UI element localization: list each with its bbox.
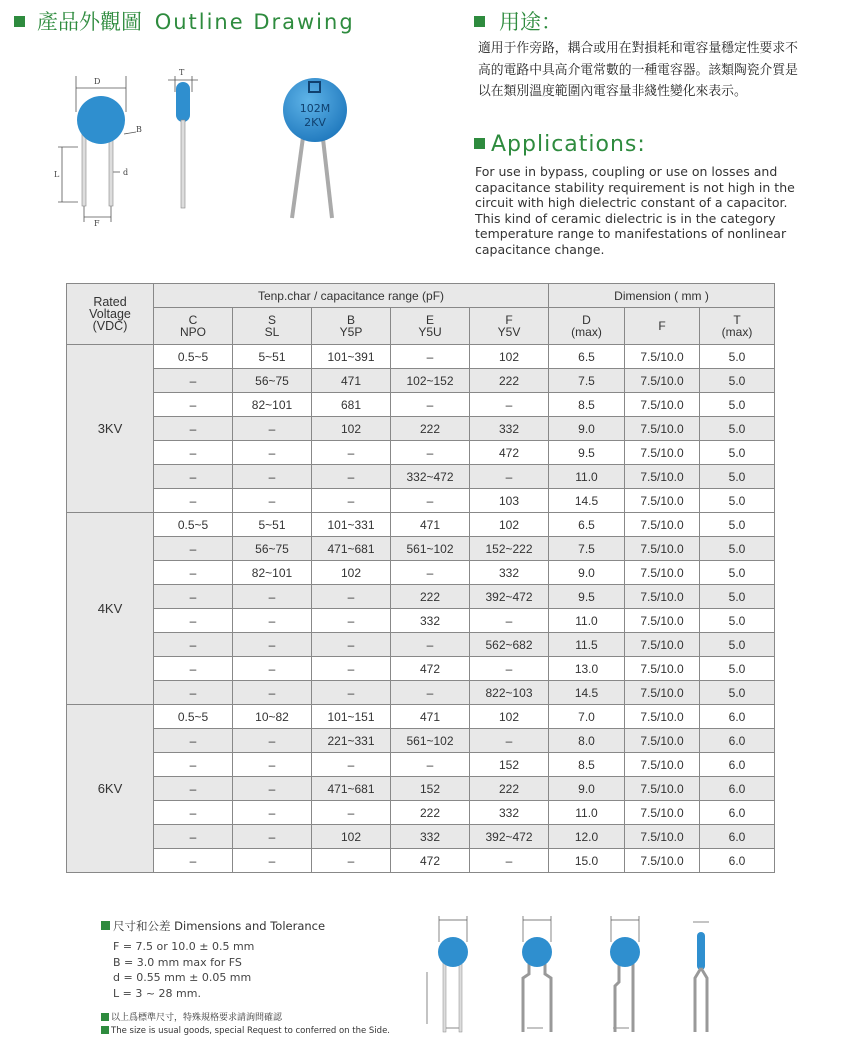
table-row [67, 681, 775, 705]
table-cell: – [154, 465, 233, 489]
table-cell: – [312, 657, 391, 681]
table-row [67, 849, 775, 873]
table-cell: – [233, 657, 312, 681]
table-cell: 5.0 [700, 465, 775, 489]
lead-form-drawings [415, 912, 725, 1042]
table-cell: – [154, 753, 233, 777]
table-cell: 7.5/10.0 [625, 657, 700, 681]
table-cell: 5.0 [700, 681, 775, 705]
table-cell: 102~152 [391, 369, 470, 393]
spec-table [66, 283, 775, 873]
table-cell: 332 [470, 561, 549, 585]
table-cell: 7.5/10.0 [625, 345, 700, 369]
table-cell: 7.5 [549, 369, 625, 393]
note-en: The size is usual goods, special Request to conferred on the Side. [101, 1026, 390, 1036]
table-cell: 5.0 [700, 513, 775, 537]
table-cell: 471~681 [312, 537, 391, 561]
table-cell: 472 [391, 849, 470, 873]
table-cell: – [312, 849, 391, 873]
table-cell: 56~75 [233, 369, 312, 393]
label-f: F [94, 219, 100, 228]
table-cell: – [154, 561, 233, 585]
applications-heading [474, 132, 646, 157]
table-cell: 7.5/10.0 [625, 441, 700, 465]
table-row [67, 753, 775, 777]
table-row [67, 489, 775, 513]
table-cell: 222 [470, 369, 549, 393]
table-cell: – [312, 465, 391, 489]
table-cell: – [312, 489, 391, 513]
table-cell: 471 [391, 705, 470, 729]
table-cell: – [233, 633, 312, 657]
table-cell: – [312, 609, 391, 633]
table-cell: 11.0 [549, 609, 625, 633]
table-row [67, 393, 775, 417]
table-cell: – [154, 489, 233, 513]
table-row [67, 825, 775, 849]
table-cell: 6.5 [549, 345, 625, 369]
table-row [67, 777, 775, 801]
table-cell: – [312, 585, 391, 609]
table-cell: – [312, 441, 391, 465]
table-cell: 5.0 [700, 369, 775, 393]
table-row [67, 705, 775, 729]
table-cell: 681 [312, 393, 391, 417]
table-row [67, 465, 775, 489]
table-cell: – [391, 561, 470, 585]
table-cell: – [233, 729, 312, 753]
table-cell: – [154, 417, 233, 441]
table-cell: – [233, 825, 312, 849]
table-cell: 82~101 [233, 393, 312, 417]
table-cell: – [391, 441, 470, 465]
table-cell: 5.0 [700, 489, 775, 513]
table-row [67, 417, 775, 441]
table-cell: – [233, 585, 312, 609]
table-cell: 102 [312, 561, 391, 585]
table-cell: 332 [391, 609, 470, 633]
table-cell: – [312, 801, 391, 825]
table-cell: 6.5 [549, 513, 625, 537]
table-cell: 5.0 [700, 561, 775, 585]
table-cell: 8.5 [549, 753, 625, 777]
table-cell: – [470, 609, 549, 633]
dim-line: F = 7.5 or 10.0 ± 0.5 mm [113, 940, 255, 953]
table-cell: – [233, 753, 312, 777]
voltage-header: Rated Voltage (VDC) [67, 284, 154, 345]
table-cell: 5.0 [700, 657, 775, 681]
table-cell: 7.5/10.0 [625, 633, 700, 657]
label-small-d: d [123, 168, 129, 177]
table-cell: 7.5/10.0 [625, 801, 700, 825]
table-cell: 222 [391, 585, 470, 609]
table-cell: 103 [470, 489, 549, 513]
table-cell: – [233, 801, 312, 825]
table-cell: – [154, 609, 233, 633]
table-row [67, 801, 775, 825]
outline-drawing [40, 62, 220, 232]
table-cell: 7.5/10.0 [625, 489, 700, 513]
column-header: E Y5U [391, 308, 470, 345]
usage-text: 適用于作旁路，耦合或用在對損耗和電容量穩定性要求不高的電路中具高介電常數的一種電容器。該類陶瓷介質是以在類別溫度範圍內電容量非綫性變化來表示。 [478, 41, 798, 99]
table-cell: – [391, 753, 470, 777]
table-cell: 822~103 [470, 681, 549, 705]
table-cell: 9.5 [549, 441, 625, 465]
table-cell: 561~102 [391, 729, 470, 753]
table-cell: – [391, 489, 470, 513]
table-cell: 82~101 [233, 561, 312, 585]
table-cell: – [470, 849, 549, 873]
table-cell: 13.0 [549, 657, 625, 681]
column-header: F [625, 308, 700, 345]
table-row [67, 369, 775, 393]
table-cell: 7.5/10.0 [625, 681, 700, 705]
table-cell: 102 [470, 705, 549, 729]
table-cell: – [391, 681, 470, 705]
table-cell: – [233, 417, 312, 441]
note-bullet [101, 1026, 109, 1034]
table-cell: – [233, 609, 312, 633]
table-row [67, 609, 775, 633]
table-cell: 5.0 [700, 393, 775, 417]
tc-group-header: Tenp.char / capacitance range (pF) [154, 284, 549, 308]
table-cell: 8.0 [549, 729, 625, 753]
table-cell: 472 [391, 657, 470, 681]
cap-marking-1: 102M [299, 102, 331, 115]
table-cell: 5.0 [700, 441, 775, 465]
table-cell: 7.5/10.0 [625, 825, 700, 849]
table-cell: 14.5 [549, 681, 625, 705]
table-cell: 5.0 [700, 633, 775, 657]
table-cell: 101~331 [312, 513, 391, 537]
table-cell: – [470, 393, 549, 417]
dim-group-header: Dimension ( mm ) [549, 284, 775, 308]
outline-title-en: Outline Drawing [154, 10, 355, 34]
outline-title-zh: 產品外觀圖 [37, 10, 142, 34]
table-cell: 332 [470, 801, 549, 825]
label-l: L [54, 170, 60, 179]
label-t: T [179, 68, 185, 77]
table-cell: 0.5~5 [154, 705, 233, 729]
table-cell: 6.0 [700, 801, 775, 825]
dimensions-list [113, 939, 254, 1001]
dim-line: d = 0.55 mm ± 0.05 mm [113, 971, 252, 984]
table-cell: 102 [312, 825, 391, 849]
table-row [67, 561, 775, 585]
table-cell: 392~472 [470, 825, 549, 849]
table-cell: 5~51 [233, 345, 312, 369]
outline-heading [14, 6, 355, 36]
column-header: D (max) [549, 308, 625, 345]
dimensions-title-zh: 尺寸和公差 [113, 919, 171, 933]
usage-heading [474, 6, 562, 36]
table-cell: 7.5/10.0 [625, 705, 700, 729]
table-cell: – [154, 657, 233, 681]
voltage-cell: 3KV [67, 345, 154, 513]
table-cell: 7.5 [549, 537, 625, 561]
table-cell: – [233, 441, 312, 465]
table-cell: 102 [470, 513, 549, 537]
table-cell: – [154, 777, 233, 801]
table-cell: 7.5/10.0 [625, 513, 700, 537]
table-row [67, 345, 775, 369]
table-cell: 10~82 [233, 705, 312, 729]
table-cell: 562~682 [470, 633, 549, 657]
table-cell: 561~102 [391, 537, 470, 561]
dim-line: L = 3 ~ 28 mm. [113, 986, 201, 1000]
table-cell: 7.5/10.0 [625, 585, 700, 609]
usage-title: 用途： [499, 10, 562, 34]
table-cell: 332 [470, 417, 549, 441]
table-cell: 6.0 [700, 753, 775, 777]
table-cell: 11.0 [549, 465, 625, 489]
table-cell: 5.0 [700, 345, 775, 369]
dimensions-heading [101, 918, 325, 934]
heading-bullet [474, 138, 485, 149]
table-cell: – [154, 537, 233, 561]
table-cell: – [154, 633, 233, 657]
dim-line: B = 3.0 mm max for FS [113, 955, 242, 969]
table-cell: 102 [470, 345, 549, 369]
table-cell: 152 [391, 777, 470, 801]
cap-marking-2: 2KV [304, 116, 326, 129]
table-cell: 221~331 [312, 729, 391, 753]
table-row [67, 633, 775, 657]
table-cell: 9.0 [549, 417, 625, 441]
table-cell: – [233, 681, 312, 705]
table-cell: – [154, 801, 233, 825]
table-cell: 332 [391, 825, 470, 849]
applications-title: Applications: [491, 132, 646, 157]
note-bullet [101, 1013, 109, 1021]
table-row [67, 537, 775, 561]
table-cell: – [154, 825, 233, 849]
label-d: D [94, 77, 101, 86]
column-header: B Y5P [312, 308, 391, 345]
table-cell: 7.5/10.0 [625, 609, 700, 633]
column-header: T (max) [700, 308, 775, 345]
table-cell: 56~75 [233, 537, 312, 561]
label-b: B [136, 125, 142, 134]
table-cell: 101~151 [312, 705, 391, 729]
table-cell: 5.0 [700, 609, 775, 633]
table-row [67, 729, 775, 753]
heading-bullet [474, 16, 485, 27]
capacitor-photo [270, 68, 370, 223]
table-cell: – [233, 465, 312, 489]
table-cell: 7.5/10.0 [625, 849, 700, 873]
table-cell: 152 [470, 753, 549, 777]
table-cell: 7.5/10.0 [625, 417, 700, 441]
heading-bullet [101, 921, 110, 930]
table-cell: – [154, 393, 233, 417]
column-header: C NPO [154, 308, 233, 345]
table-cell: 7.5/10.0 [625, 369, 700, 393]
table-cell: – [391, 393, 470, 417]
table-cell: 7.5/10.0 [625, 777, 700, 801]
table-cell: – [391, 633, 470, 657]
table-cell: – [233, 777, 312, 801]
note-zh: 以上爲標準尺寸，特殊規格要求請詢問確認 [101, 1010, 282, 1023]
heading-bullet [14, 16, 25, 27]
table-cell: – [470, 465, 549, 489]
table-cell: 471 [391, 513, 470, 537]
table-cell: 332~472 [391, 465, 470, 489]
table-row [67, 585, 775, 609]
table-cell: 0.5~5 [154, 513, 233, 537]
table-cell: 9.5 [549, 585, 625, 609]
table-cell: – [470, 729, 549, 753]
table-cell: – [154, 729, 233, 753]
table-cell: 392~472 [470, 585, 549, 609]
table-cell: 6.0 [700, 705, 775, 729]
column-header: F Y5V [470, 308, 549, 345]
table-cell: 222 [470, 777, 549, 801]
table-cell: 9.0 [549, 561, 625, 585]
table-cell: – [470, 657, 549, 681]
table-cell: 152~222 [470, 537, 549, 561]
table-cell: – [233, 489, 312, 513]
table-cell: 222 [391, 801, 470, 825]
table-cell: – [312, 633, 391, 657]
table-cell: 0.5~5 [154, 345, 233, 369]
table-cell: 11.0 [549, 801, 625, 825]
table-cell: 11.5 [549, 633, 625, 657]
table-cell: 6.0 [700, 729, 775, 753]
table-cell: 7.5/10.0 [625, 561, 700, 585]
voltage-cell: 6KV [67, 705, 154, 873]
table-cell: – [312, 753, 391, 777]
table-cell: 7.0 [549, 705, 625, 729]
table-cell: 7.5/10.0 [625, 393, 700, 417]
table-cell: – [312, 681, 391, 705]
table-cell: 471 [312, 369, 391, 393]
table-cell: 7.5/10.0 [625, 537, 700, 561]
table-cell: 472 [470, 441, 549, 465]
voltage-cell: 4KV [67, 513, 154, 705]
table-row [67, 513, 775, 537]
table-cell: 12.0 [549, 825, 625, 849]
table-cell: – [154, 369, 233, 393]
table-row [67, 441, 775, 465]
table-cell: 101~391 [312, 345, 391, 369]
table-row [67, 657, 775, 681]
table-cell: – [154, 441, 233, 465]
dimensions-title-en: Dimensions and Tolerance [174, 919, 326, 933]
table-cell: 102 [312, 417, 391, 441]
table-cell: – [154, 681, 233, 705]
table-cell: 6.0 [700, 777, 775, 801]
table-cell: 5.0 [700, 537, 775, 561]
table-cell: – [154, 849, 233, 873]
table-cell: 15.0 [549, 849, 625, 873]
table-cell: 5~51 [233, 513, 312, 537]
table-cell: – [391, 345, 470, 369]
table-cell: 7.5/10.0 [625, 753, 700, 777]
table-cell: – [154, 585, 233, 609]
table-cell: 5.0 [700, 585, 775, 609]
table-cell: 9.0 [549, 777, 625, 801]
table-cell: 471~681 [312, 777, 391, 801]
table-cell: 14.5 [549, 489, 625, 513]
table-cell: 6.0 [700, 825, 775, 849]
applications-text: For use in bypass, coupling or use on losses and capacitance stability requirement is not high in the circuit with high dielectric constant of a capacitor. This kind of ceramic dielectric is in the category temperature range to manifestations of nonlinear capacitance change. [475, 164, 795, 257]
table-cell: 5.0 [700, 417, 775, 441]
table-cell: 222 [391, 417, 470, 441]
column-header: S SL [233, 308, 312, 345]
table-cell: – [233, 849, 312, 873]
table-cell: 7.5/10.0 [625, 465, 700, 489]
table-cell: 6.0 [700, 849, 775, 873]
table-cell: 7.5/10.0 [625, 729, 700, 753]
table-cell: 8.5 [549, 393, 625, 417]
